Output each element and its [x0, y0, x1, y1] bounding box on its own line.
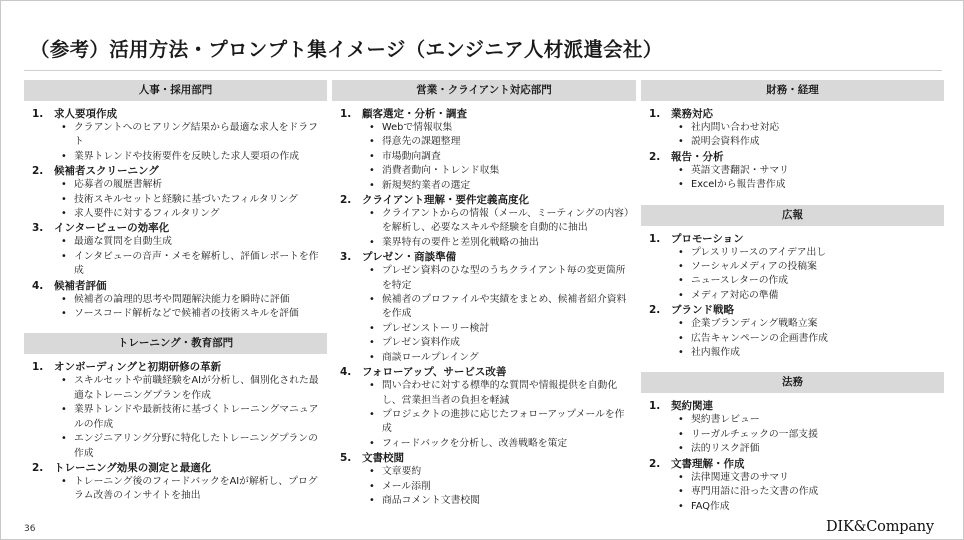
- bullet-point: • 市場動向調査: [332, 150, 636, 164]
- item-number: 2.: [32, 461, 44, 474]
- bullet-point: • プロジェクトの進捗に応じたフォローアップメールを作成: [332, 408, 636, 437]
- numbered-item: [24, 360, 327, 460]
- numbered-item: [332, 250, 636, 365]
- bullet-point: • 消費者動向・トレンド収集: [332, 164, 636, 178]
- bullet-point: • 法的リスク評価: [641, 442, 944, 456]
- bullet-point: • 得意先の課題整理: [332, 135, 636, 149]
- item-heading: [332, 107, 636, 121]
- bullet-point: • 商談ロールプレイング: [332, 351, 636, 365]
- numbered-item: [24, 461, 327, 504]
- section-header: 広報: [641, 205, 944, 226]
- bullet-point: • 求人要件に対するフィルタリング: [24, 207, 327, 221]
- page-number: 36: [24, 524, 36, 534]
- numbered-item: [24, 221, 327, 278]
- section-body: [641, 232, 944, 361]
- numbered-item: [332, 193, 636, 250]
- numbered-item: [332, 107, 636, 193]
- page-title: （参考）活用方法・プロンプト集イメージ（エンジニア人材派遣会社）: [30, 38, 663, 61]
- item-heading: [641, 399, 944, 413]
- item-title: オンボーディングと初期研修の革新: [54, 361, 222, 374]
- bullet-point: • 社内問い合わせ対応: [641, 121, 944, 135]
- item-number: 4.: [32, 279, 44, 292]
- bullet-point: • プレゼンストーリー検討: [332, 322, 636, 336]
- item-title: クライアント理解・要件定義高度化: [362, 194, 529, 207]
- company-logo: DIK&Company: [826, 519, 934, 535]
- numbered-item: [332, 365, 636, 451]
- section-header: 法務: [641, 372, 944, 393]
- item-number: 1.: [649, 232, 661, 245]
- item-number: 3.: [340, 251, 352, 264]
- bullet-point: • 問い合わせに対する標準的な質問や情報提供を自動化し、営業担当者の負担を軽減: [332, 379, 636, 408]
- section-body: [641, 107, 944, 193]
- item-heading: [332, 451, 636, 465]
- bullet-point: • ソースコード解析などで候補者の技術スキルを評価: [24, 307, 327, 321]
- item-title: 業務対応: [671, 108, 713, 120]
- item-number: 1.: [649, 400, 661, 413]
- bullet-point: • リーガルチェックの一部支援: [641, 428, 944, 442]
- item-heading: [641, 457, 944, 471]
- bullet-point: • プレスリリースのアイデア出し: [641, 246, 944, 260]
- item-number: 2.: [340, 194, 352, 207]
- numbered-item: [24, 279, 327, 322]
- bullet-point: • 業界特有の要件と差別化戦略の抽出: [332, 236, 636, 250]
- item-number: 2.: [649, 150, 661, 163]
- item-number: 3.: [32, 222, 44, 235]
- bullet-point: • 法律関連文書のサマリ: [641, 471, 944, 485]
- item-heading: [332, 250, 636, 264]
- item-title: トレーニング効果の測定と最適化: [54, 461, 212, 474]
- column-hr-training: [24, 80, 327, 504]
- item-number: 5.: [340, 452, 352, 465]
- item-title: 文書校閲: [362, 452, 404, 465]
- item-heading: [24, 360, 327, 374]
- section-body: [641, 399, 944, 513]
- bullet-point: • クラアントへのヒアリング結果から最適な求人をドラフト: [24, 121, 327, 150]
- item-title: 候補者評価: [54, 279, 107, 292]
- bullet-point: • トレーニング後のフィードバックをAIが解析し、プログラム改善のインサイトを抽出: [24, 475, 327, 504]
- item-number: 2.: [32, 165, 44, 178]
- bullet-point: • プレゼン資料のひな型のうちクライアント毎の変更箇所を特定: [332, 264, 636, 293]
- item-heading: [24, 221, 327, 235]
- bullet-point: • クライアントからの情報（メール、ミーティングの内容）を解析し、必要なスキルや経験を自動的に抽出: [332, 207, 636, 236]
- item-title: フォローアップ、サービス改善: [362, 366, 507, 379]
- item-number: 1.: [649, 108, 661, 120]
- numbered-item: [641, 303, 944, 360]
- numbered-item: [641, 150, 944, 193]
- bullet-point: • 説明会資料作成: [641, 135, 944, 149]
- item-title: インタービューの効率化: [54, 222, 170, 235]
- title-divider: [24, 70, 942, 71]
- bullet-point: • 企業ブランディング戦略立案: [641, 317, 944, 331]
- bullet-point: • 業界トレンドや技術要件を反映した求人要項の作成: [24, 150, 327, 164]
- bullet-point: • Excelから報告書作成: [641, 178, 944, 192]
- numbered-item: [641, 232, 944, 304]
- item-heading: [641, 232, 944, 246]
- bullet-point: • メディア対応の準備: [641, 289, 944, 303]
- section-header: 営業・クライアント対応部門: [332, 80, 636, 101]
- bullet-point: • 社内報作成: [641, 346, 944, 360]
- item-heading: [24, 164, 327, 178]
- bullet-point: • 技術スキルセットと経験に基づいたフィルタリング: [24, 193, 327, 207]
- bullet-point: • 応募者の履歴書解析: [24, 178, 327, 192]
- section-body: [24, 107, 327, 321]
- section-body: [332, 107, 636, 508]
- section-header: 財務・経理: [641, 80, 944, 101]
- item-heading: [24, 279, 327, 293]
- bullet-point: • 最適な質問を自動生成: [24, 235, 327, 249]
- bullet-point: • 候補者のプロファイルや実績をまとめ、候補者紹介資料を作成: [332, 293, 636, 322]
- bullet-point: • Webで情報収集: [332, 121, 636, 135]
- item-number: 2.: [649, 304, 661, 317]
- item-title: ブランド戦略: [671, 304, 734, 317]
- numbered-item: [332, 451, 636, 508]
- item-heading: [641, 107, 944, 121]
- numbered-item: [641, 457, 944, 514]
- bullet-point: • 新規契約業者の選定: [332, 179, 636, 193]
- bullet-point: • 文章要約: [332, 465, 636, 479]
- item-title: 文書理解・作成: [671, 457, 745, 470]
- numbered-item: [24, 164, 327, 221]
- bullet-point: • スキルセットや前職経験をAIが分析し、個別化された最適なトレーニングプランを作成: [24, 374, 327, 403]
- numbered-item: [641, 107, 944, 150]
- bullet-point: • FAQ作成: [641, 500, 944, 514]
- item-heading: [24, 461, 327, 475]
- item-title: プロモーション: [671, 232, 744, 245]
- numbered-item: [641, 399, 944, 456]
- bullet-point: • プレゼン資料作成: [332, 336, 636, 350]
- bullet-point: • 契約書レビュー: [641, 413, 944, 427]
- section-header: トレーニング・教育部門: [24, 333, 327, 354]
- bullet-point: • ソーシャルメディアの投稿案: [641, 260, 944, 274]
- item-title: 報告・分析: [671, 150, 724, 163]
- item-heading: [332, 193, 636, 207]
- item-heading: [641, 150, 944, 164]
- item-title: 求人要項作成: [54, 108, 117, 120]
- column-sales: [332, 80, 636, 508]
- bullet-point: • 業界トレンドや最新技術に基づくトレーニングマニュアルの作成: [24, 403, 327, 432]
- item-title: 契約関連: [671, 400, 713, 413]
- item-number: 2.: [649, 457, 661, 470]
- bullet-point: • メール添削: [332, 480, 636, 494]
- bullet-point: • 広告キャンペーンの企画書作成: [641, 332, 944, 346]
- item-number: 1.: [340, 108, 352, 120]
- item-title: プレゼン・商談準備: [362, 251, 457, 264]
- item-title: 顧客選定・分析・調査: [362, 108, 467, 120]
- item-number: 4.: [340, 366, 352, 379]
- item-title: 候補者スクリーニング: [54, 165, 159, 178]
- bullet-point: • エンジニアリング分野に特化したトレーニングプランの作成: [24, 432, 327, 461]
- column-finance-pr-legal: [641, 80, 944, 514]
- bullet-point: • ニュースレターの作成: [641, 274, 944, 288]
- section-body: [24, 360, 327, 503]
- bullet-point: • 商品コメント文書校閲: [332, 494, 636, 508]
- bullet-point: • 候補者の論理的思考や問題解決能力を瞬時に評価: [24, 293, 327, 307]
- item-heading: [332, 365, 636, 379]
- item-number: 1.: [32, 108, 44, 120]
- bullet-point: • 専門用語に沿った文書の作成: [641, 485, 944, 499]
- section-header: 人事・採用部門: [24, 80, 327, 101]
- bullet-point: • インタビューの音声・メモを解析し、評価レポートを作成: [24, 250, 327, 279]
- item-heading: [641, 303, 944, 317]
- bullet-point: • 英語文書翻訳・サマリ: [641, 164, 944, 178]
- item-heading: [24, 107, 327, 121]
- item-number: 1.: [32, 361, 44, 374]
- numbered-item: [24, 107, 327, 164]
- bullet-point: • フィードバックを分析し、改善戦略を策定: [332, 437, 636, 451]
